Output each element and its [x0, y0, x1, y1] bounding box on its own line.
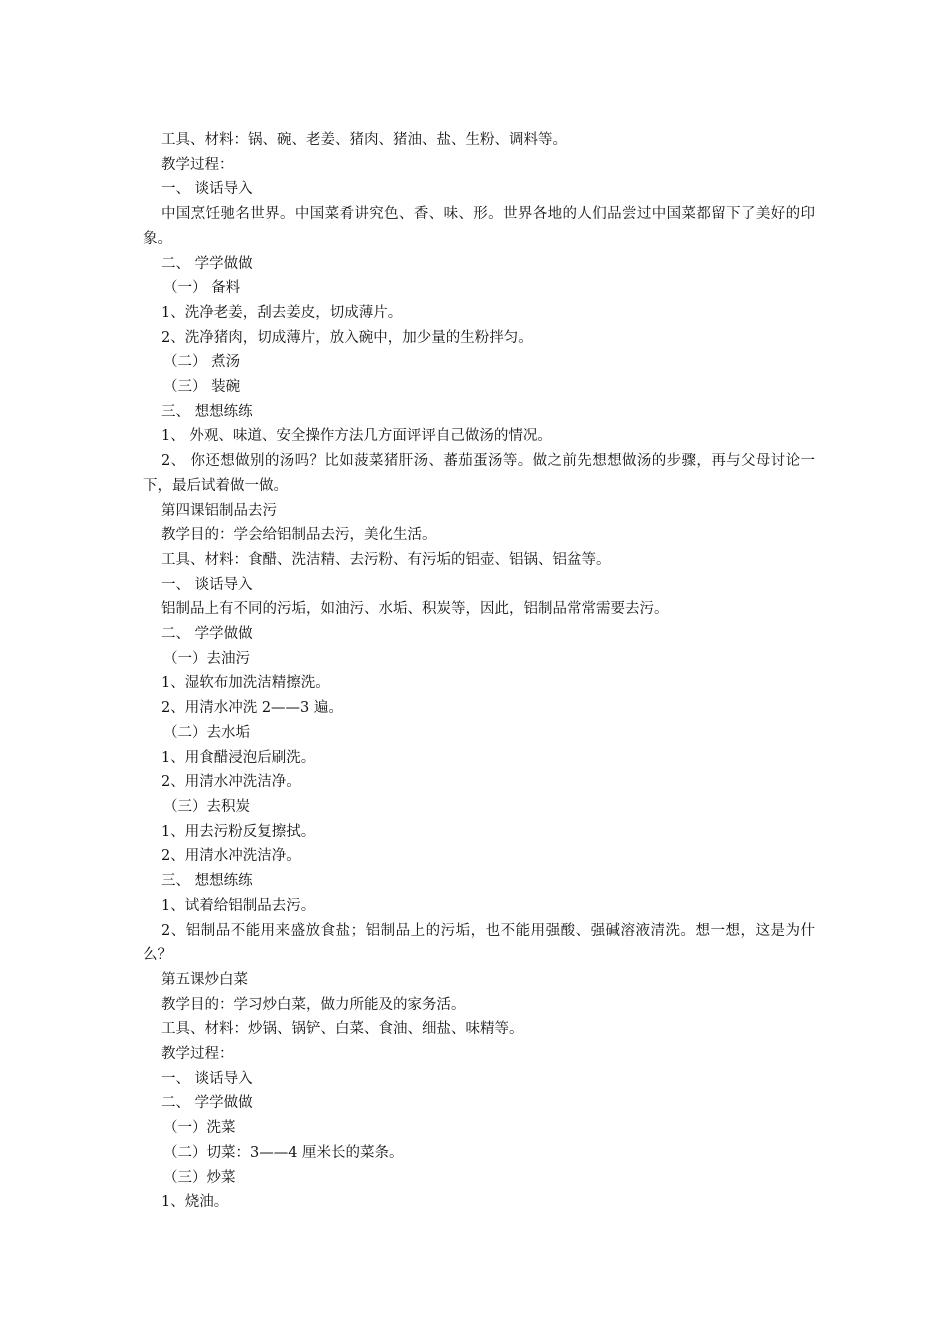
section-heading: 二、 学学做做	[161, 1095, 253, 1112]
text-line: 工具、材料：食醋、洗洁精、去污粉、有污垢的铝壶、铝锅、铝盆等。	[161, 551, 611, 568]
text-line: 2、洗净猪肉，切成薄片，放入碗中，加少量的生粉拌匀。	[161, 329, 533, 346]
text-line: 1、烧油。	[161, 1194, 229, 1211]
text-line: 1、湿软布加洗洁精擦洗。	[161, 675, 330, 692]
lesson-title: 第四课铝制品去污	[161, 502, 277, 519]
text-line: 工具、材料：锅、碗、老姜、猪肉、猪油、盐、生粉、调料等。	[161, 132, 567, 148]
text-line: 1、 外观、味道、安全操作方法几方面评评自己做汤的情况。	[161, 428, 552, 445]
section-heading: 一、 谈话导入	[161, 181, 253, 198]
document-body	[143, 128, 815, 1215]
text-line: 2、用清水冲洗洁净。	[161, 774, 301, 791]
paragraph: 2、 你还想做别的汤吗？比如菠菜猪肝汤、蕃茄蛋汤等。做之前先想想做汤的步骤，再与父母讨论一下，最后试着做一做。	[143, 453, 815, 494]
subsection-heading: （二） 煮汤	[163, 354, 241, 371]
text-line: 教学过程：	[161, 156, 234, 173]
text-line: 教学过程：	[161, 1046, 234, 1063]
text-line: 2、用清水冲洗 2——3 遍。	[161, 700, 343, 717]
text-line: 教学目的：学会给铝制品去污，美化生活。	[161, 527, 437, 544]
section-heading: 三、 想想练练	[161, 403, 253, 420]
text-line: 1、用食醋浸泡后刷洗。	[161, 749, 316, 766]
section-heading: 一、 谈话导入	[161, 576, 253, 593]
text-line: 1、试着给铝制品去污。	[161, 897, 316, 914]
text-line: 铝制品上有不同的污垢，如油污、水垢、积炭等，因此，铝制品常常需要去污。	[161, 601, 669, 618]
subsection-heading: （三）去积炭	[163, 798, 250, 815]
text-line: 1、洗净老姜，刮去姜皮，切成薄片。	[161, 304, 403, 321]
subsection-heading: （一） 备料	[163, 280, 241, 297]
subsection-heading: （二）去水垢	[163, 724, 250, 741]
paragraph: 2、铝制品不能用来盛放食盐；铝制品上的污垢，也不能用强酸、强碱溶液清洗。想一想，这是为什么？	[143, 922, 815, 964]
subsection-heading: （一）洗菜	[163, 1120, 236, 1137]
paragraph: 中国烹饪驰名世界。中国菜肴讲究色、香、味、形。世界各地的人们品尝过中国菜都留下了美好的印象。	[143, 206, 815, 247]
section-heading: 二、 学学做做	[161, 626, 253, 643]
subsection-heading: （二）切菜：3——4 厘米长的菜条。	[163, 1144, 404, 1161]
subsection-heading: （三） 装碗	[163, 379, 241, 396]
section-heading: 三、 想想练练	[161, 873, 253, 890]
section-heading: 一、 谈话导入	[161, 1070, 253, 1087]
subsection-heading: （三）炒菜	[163, 1169, 236, 1186]
lesson-title: 第五课炒白菜	[161, 971, 248, 988]
text-line: 教学目的：学习炒白菜，做力所能及的家务活。	[161, 996, 466, 1013]
text-line: 2、用清水冲洗洁净。	[161, 848, 301, 865]
section-heading: 二、 学学做做	[161, 255, 253, 272]
subsection-heading: （一）去油污	[163, 650, 250, 667]
text-line: 工具、材料：炒锅、锅铲、白菜、食油、细盐、味精等。	[161, 1021, 524, 1038]
text-line: 1、用去污粉反复擦拭。	[161, 823, 316, 840]
